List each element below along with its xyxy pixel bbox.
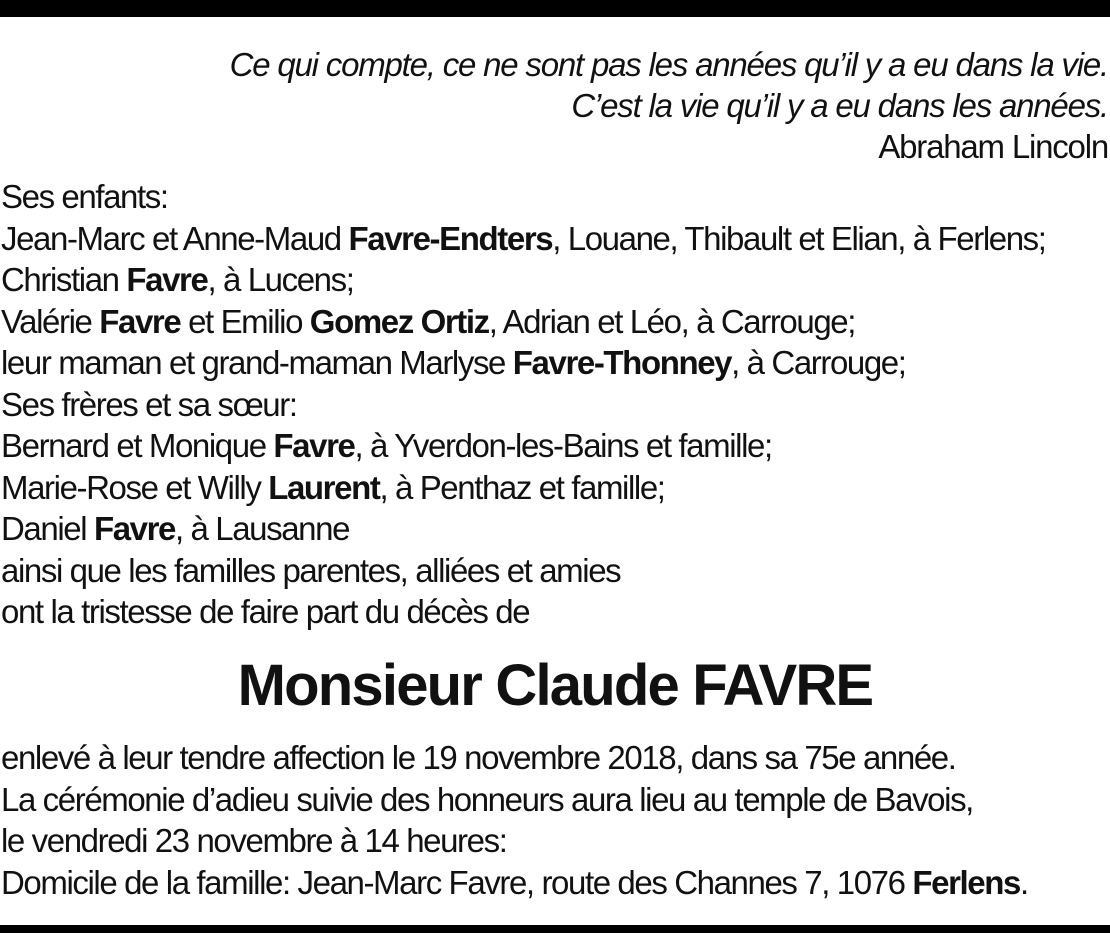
family-line-child-2: Christian Favre, à Lucens; <box>1 261 354 298</box>
ceremony-details <box>1 737 1109 903</box>
details-line-2: La cérémonie d’adieu suivie des honneurs aura lieu au temple de Bavois, <box>1 780 973 818</box>
family-line-others: ainsi que les familles parentes, alliées et amies <box>1 551 621 589</box>
details-line-3: le vendredi 23 novembre à 14 heures: <box>1 822 507 859</box>
surname: Favre-Endters <box>348 219 553 257</box>
surname: Gomez Ortiz <box>309 302 489 340</box>
family-line-sibling-1: Bernard et Monique Favre, à Yverdon-les-Bains et famille; <box>1 427 772 464</box>
address-town: Ferlens <box>912 863 1020 901</box>
family-address: Domicile de la famille: Jean-Marc Favre, route des Channes 7, 1076 Ferlens. <box>1 863 1028 901</box>
surname: Favre <box>126 261 208 298</box>
children-heading: Ses enfants: <box>1 178 168 215</box>
surname: Favre <box>273 427 355 464</box>
family-line-mother: leur maman et grand-maman Marlyse Favre-Thonney, à Carrouge; <box>1 344 906 381</box>
bottom-border <box>0 925 1110 933</box>
top-border <box>0 0 1110 17</box>
family-line-sibling-2: Marie-Rose et Willy Laurent, à Penthaz et famille; <box>1 468 665 506</box>
family-line-sibling-3: Daniel Favre, à Lausanne <box>1 510 350 547</box>
siblings-heading: Ses frères et sa sœur: <box>1 385 297 423</box>
family-list <box>1 176 1109 633</box>
surname: Favre <box>93 510 175 547</box>
surname: Favre-Thonney <box>512 344 732 381</box>
quote-line-2: C’est la vie qu’il y a eu dans les années. <box>571 87 1108 124</box>
quote-author: Abraham Lincoln <box>878 128 1108 165</box>
announcement-line: ont la tristesse de faire part du décès de <box>1 593 530 630</box>
deceased-name: Monsieur Claude FAVRE <box>237 653 873 718</box>
details-line-1: enlevé à leur tendre affection le 19 novembre 2018, dans sa 75e année. <box>1 739 956 776</box>
family-line-child-3: Valérie Favre et Emilio Gomez Ortiz, Adrian et Léo, à Carrouge; <box>1 302 855 340</box>
family-line-child-1: Jean-Marc et Anne-Maud Favre-Endters, Louane, Thibault et Elian, à Ferlens; <box>1 219 1046 257</box>
quote-line-1: Ce qui compte, ce ne sont pas les années qu’il y a eu dans la vie. <box>229 46 1108 83</box>
epigraph-quote <box>8 44 1108 167</box>
surname: Laurent <box>268 468 380 506</box>
surname: Favre <box>99 302 181 340</box>
